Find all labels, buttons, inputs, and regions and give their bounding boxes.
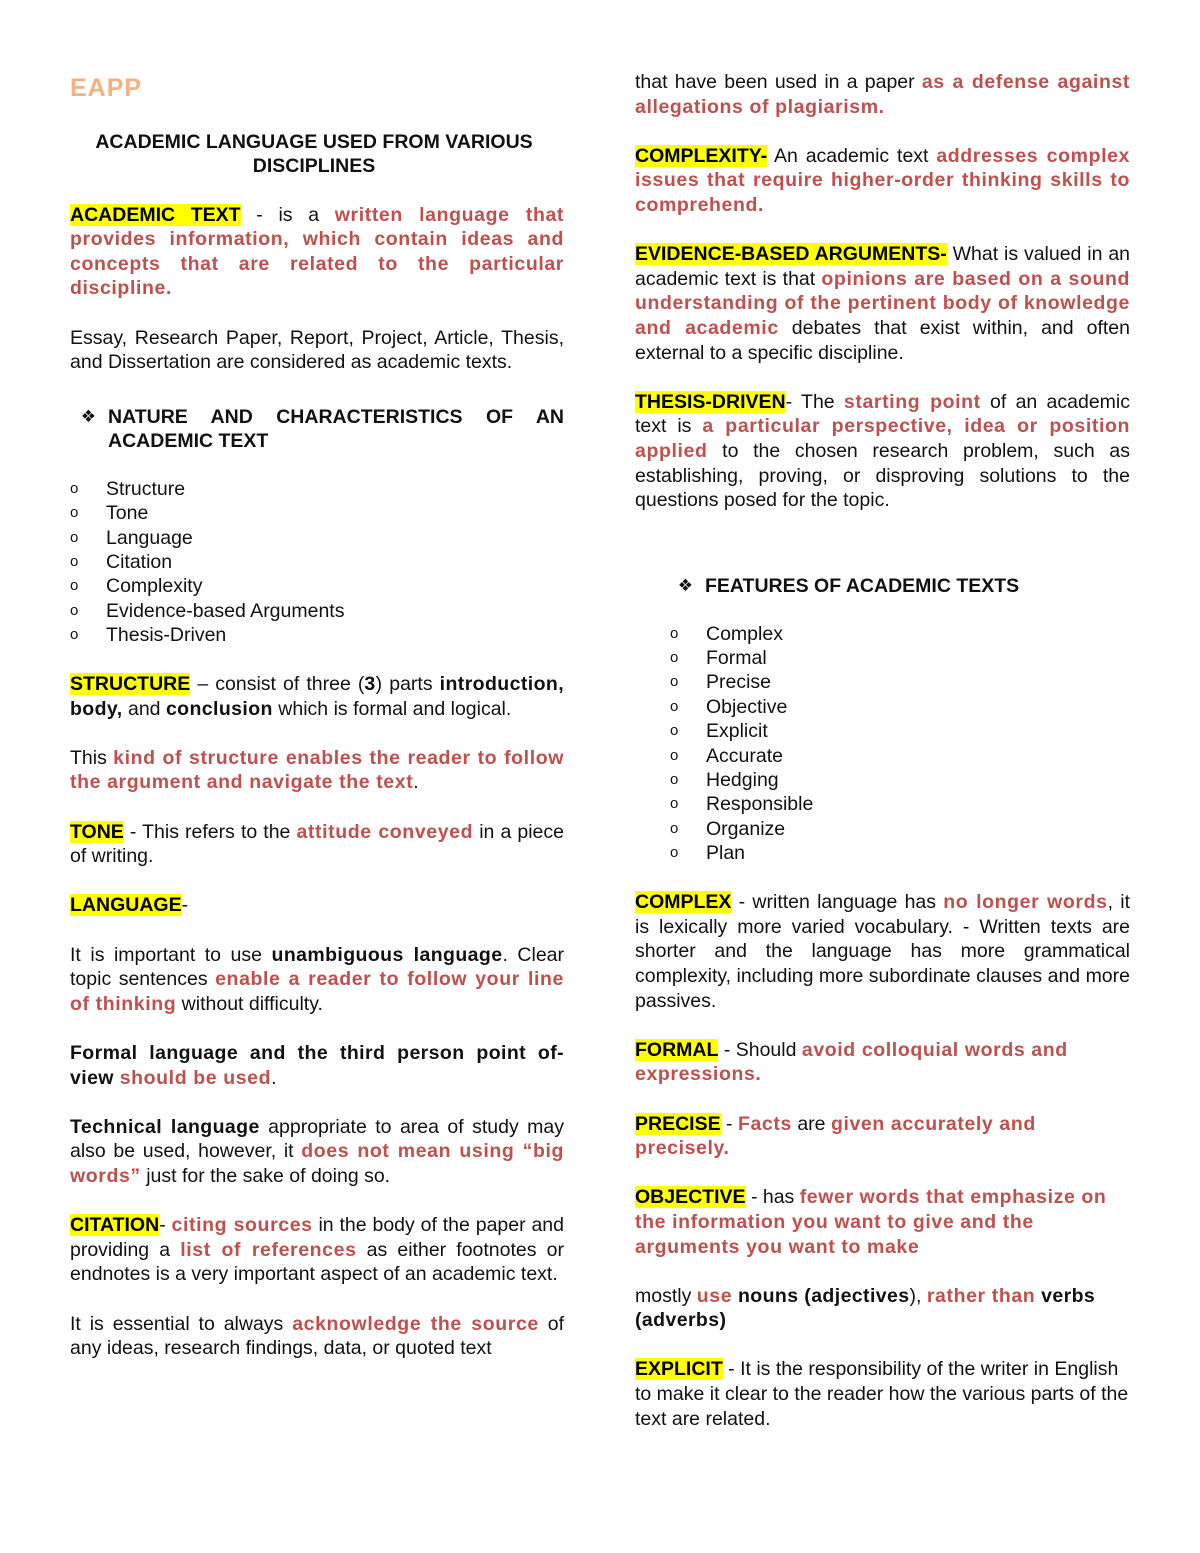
complex-paragraph: COMPLEX - written language has no longer words, it is lexically more varied vocabulary. - Written texts are shorter and the language has more grammatical complexity, including more subordinate clauses and more passives. xyxy=(635,891,1131,1012)
circle-bullet-icon: o xyxy=(670,697,679,715)
list-item: o Accurate xyxy=(670,744,783,767)
circle-bullet-icon: o xyxy=(670,746,679,764)
explicit-paragraph: EXPLICIT - It is the responsibility of the writer in English to make it clear to the reader how the various parts of the text are related. xyxy=(635,1358,1129,1430)
circle-bullet-icon: o xyxy=(670,844,679,862)
circle-bullet-icon: o xyxy=(70,577,79,595)
evidence-paragraph: EVIDENCE-BASED ARGUMENTS- What is valued in an academic text is that opinions are based on a sound understanding of the pertinent body of knowledge and academic debates that exist within, and often external to a specific discipline. xyxy=(635,243,1131,364)
citation-paragraph: CITATION- citing sources in the body of the paper and providing a list of references as either footnotes or endnotes is a very important aspect of an academic text. xyxy=(70,1214,564,1286)
list-item: o Complexity xyxy=(70,575,203,598)
list-item: o Objective xyxy=(670,695,788,718)
features-list xyxy=(670,622,1130,866)
circle-bullet-icon: o xyxy=(670,795,679,813)
objective-paragraph: OBJECTIVE - has fewer words that emphasize on the information you want to give and the arguments you want to make xyxy=(635,1186,1107,1258)
list-item: o Language xyxy=(70,526,193,549)
precise-paragraph: PRECISE - Facts are given accurately and precisely. xyxy=(635,1112,1036,1160)
structure-label: STRUCTURE xyxy=(70,673,191,696)
list-item: o Thesis-Driven xyxy=(70,624,227,647)
list-item: o Explicit xyxy=(670,720,768,743)
objective-label: OBJECTIVE xyxy=(635,1186,746,1209)
language-heading: LANGUAGE- xyxy=(70,894,189,917)
thesis-label: THESIS-DRIVEN xyxy=(635,390,786,413)
academic-text-label: ACADEMIC TEXT xyxy=(70,203,241,226)
formal-paragraph: FORMAL - Should avoid colloquial words and expressions. xyxy=(635,1038,1068,1086)
academic-text-definition: ACADEMIC TEXT - is a written language that provides information, which contain ideas and concepts that are related to the particular discipline. xyxy=(70,203,564,300)
circle-bullet-icon: o xyxy=(670,649,679,667)
evidence-label: EVIDENCE-BASED ARGUMENTS- xyxy=(635,243,947,266)
circle-bullet-icon: o xyxy=(670,771,679,789)
circle-bullet-icon: o xyxy=(70,601,79,619)
list-item: o Complex xyxy=(670,622,783,645)
left-column xyxy=(70,70,564,1361)
list-item: o Hedging xyxy=(670,769,779,792)
circle-bullet-icon: o xyxy=(70,528,79,546)
circle-bullet-icon: o xyxy=(70,626,79,644)
explicit-label: EXPLICIT xyxy=(635,1358,723,1381)
complex-label: COMPLEX xyxy=(635,891,732,914)
circle-bullet-icon: o xyxy=(670,819,679,837)
list-item: o Structure xyxy=(70,477,186,500)
nature-heading: ❖ NATURE AND CHARACTERISTICS OF AN ACADEMIC TEXT xyxy=(38,405,564,453)
complexity-paragraph: COMPLEXITY- An academic text addresses complex issues that require higher-order thinking skills to comprehend. xyxy=(635,144,1130,216)
precise-label: PRECISE xyxy=(635,1112,721,1135)
circle-bullet-icon: o xyxy=(670,722,679,740)
circle-bullet-icon: o xyxy=(670,673,679,691)
list-item: o Citation xyxy=(70,550,173,573)
diamond-bullet-icon: ❖ xyxy=(80,406,96,426)
doc-title: EAPP xyxy=(70,74,143,102)
objective-paragraph-2: mostly use nouns (adjectives), rather than verbs (adverbs) xyxy=(635,1284,1096,1332)
language-paragraph-1: It is important to use unambiguous language. Clear topic sentences enable a reader to follow your line of thinking without difficulty. xyxy=(70,943,565,1015)
language-label: LANGUAGE xyxy=(70,894,182,917)
list-item: o Plan xyxy=(670,842,746,865)
list-item: o Responsible xyxy=(670,793,814,816)
structure-paragraph: STRUCTURE – consist of three (3) parts introduction, body, and conclusion which is formal and logical. xyxy=(70,673,565,720)
list-item: o Tone xyxy=(70,502,149,525)
citation-label: CITATION xyxy=(70,1214,160,1237)
circle-bullet-icon: o xyxy=(70,552,79,570)
thesis-paragraph: THESIS-DRIVEN- The starting point of an academic text is a particular perspective, idea or position applied to the chosen research problem, such as establishing, proving, or disproving solutions to the questions posed for the topic. xyxy=(635,390,1130,512)
tone-label: TONE xyxy=(70,820,124,843)
language-paragraph-2: Formal language and the third person point of-view should be used. xyxy=(70,1041,564,1089)
list-item: o Evidence-based Arguments xyxy=(70,599,345,622)
list-item: o Formal xyxy=(670,647,767,670)
circle-bullet-icon: o xyxy=(70,479,79,497)
citation-paragraph-2: It is essential to always acknowledge the source of any ideas, research findings, data, or quoted text xyxy=(70,1312,564,1360)
list-item: o Organize xyxy=(670,817,786,840)
complexity-label: COMPLEXITY- xyxy=(635,144,768,167)
circle-bullet-icon: o xyxy=(70,504,79,522)
tone-paragraph: TONE - This refers to the attitude conveyed in a piece of writing. xyxy=(70,820,564,868)
examples-paragraph: Essay, Research Paper, Report, Project, Article, Thesis, and Dissertation are considered as academic texts. xyxy=(70,326,564,374)
list-item: o Precise xyxy=(670,671,772,694)
circle-bullet-icon: o xyxy=(670,624,679,642)
structure-paragraph-2: This kind of structure enables the reader to follow the argument and navigate the text. xyxy=(70,746,564,794)
right-column xyxy=(635,70,1130,1431)
language-paragraph-3: Technical language appropriate to area of study may also be used, however, it does not mean using “big words” just for the sake of doing so. xyxy=(70,1115,564,1187)
citation-paragraph-2-continued: that have been used in a paper as a defense against allegations of plagiarism. xyxy=(635,71,1130,118)
main-heading: ACADEMIC LANGUAGE USED FROM VARIOUS DISCIPLINES xyxy=(95,131,533,177)
diamond-bullet-icon: ❖ xyxy=(677,575,693,595)
nature-list xyxy=(70,477,564,648)
features-heading: ❖ FEATURES OF ACADEMIC TEXTS xyxy=(635,574,1130,598)
formal-label: FORMAL xyxy=(635,1038,719,1061)
